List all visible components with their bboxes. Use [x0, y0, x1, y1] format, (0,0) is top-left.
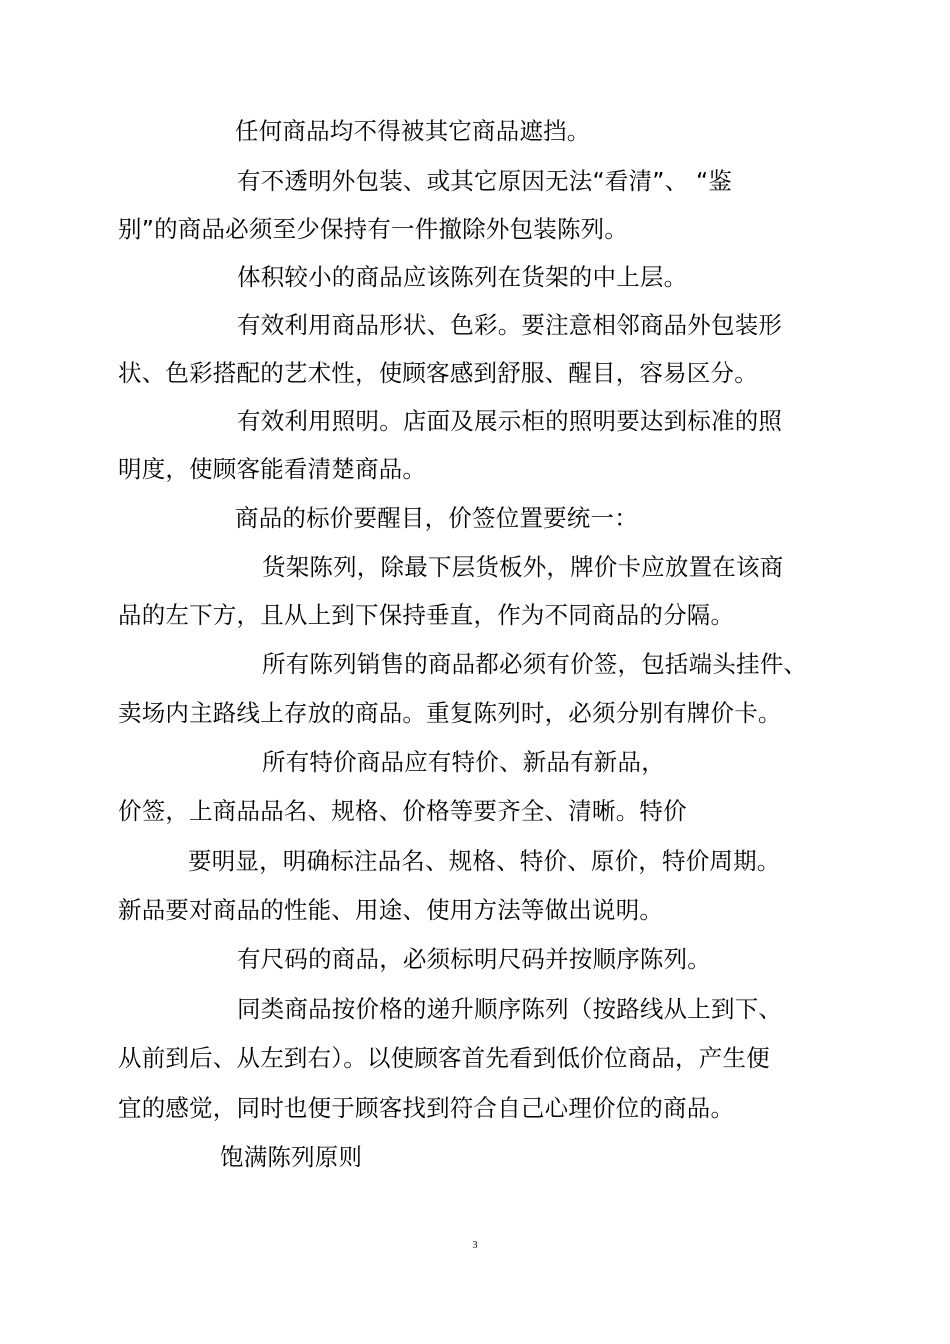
text-line-3: 别”的商品必须至少保持有一件撤除外包装陈列。 [118, 215, 629, 243]
text-line-21: 宜的感觉，同时也便于顾客找到符合自己心理价位的商品。 [118, 1094, 735, 1122]
text-line-10: 货架陈列，除最下层货板外，牌价卡应放置在该商 [262, 553, 784, 581]
text-line-5: 有效利用商品形状、色彩。要注意相邻商品外包装形 [237, 311, 783, 339]
text-line-17: 新品要对商品的性能、用途、使用方法等做出说明。 [118, 896, 664, 924]
text-line-12: 所有陈列销售的商品都必须有价签，包括端头挂件、 [262, 650, 808, 678]
text-line-13: 卖场内主路线上存放的商品。重复陈列时，必须分别有牌价卡。 [118, 699, 782, 727]
text-line-7: 有效利用照明。店面及展示柜的照明要达到标准的照 [237, 407, 783, 435]
text-line-16: 要明显，明确标注品名、规格、特价、原价，特价周期。 [188, 847, 781, 875]
text-line-9: 商品的标价要醒目，价签位置要统一： [235, 504, 638, 532]
text-line-19: 同类商品按价格的递升顺序陈列（按路线从上到下、 [237, 995, 783, 1023]
text-line-6: 状、色彩搭配的艺术性，使顾客感到舒服、醒目，容易区分。 [118, 359, 758, 387]
text-line-2: 有不透明外包装、或其它原因无法“看清”、 “鉴 [237, 167, 733, 195]
text-line-14: 所有特价商品应有特价、新品有新品， [262, 748, 665, 776]
text-line-18: 有尺码的商品，必须标明尺码并按顺序陈列。 [237, 945, 711, 973]
text-line-11: 品的左下方，且从上到下保持垂直，作为不同商品的分隔。 [118, 601, 735, 629]
text-line-8: 明度，使顾客能看清楚商品。 [118, 455, 427, 483]
text-line-22: 饱满陈列原则 [220, 1143, 363, 1171]
page-number: 3 [472, 1240, 478, 1251]
text-line-4: 体积较小的商品应该陈列在货架的中上层。 [237, 263, 688, 291]
text-line-15: 价签，上商品品名、规格、价格等要齐全、清晰。特价 [118, 797, 687, 825]
text-line-20: 从前到后、从左到右）。以使顾客首先看到低价位商品，产生便 [118, 1044, 770, 1072]
text-line-1: 任何商品均不得被其它商品遮挡。 [235, 117, 591, 145]
